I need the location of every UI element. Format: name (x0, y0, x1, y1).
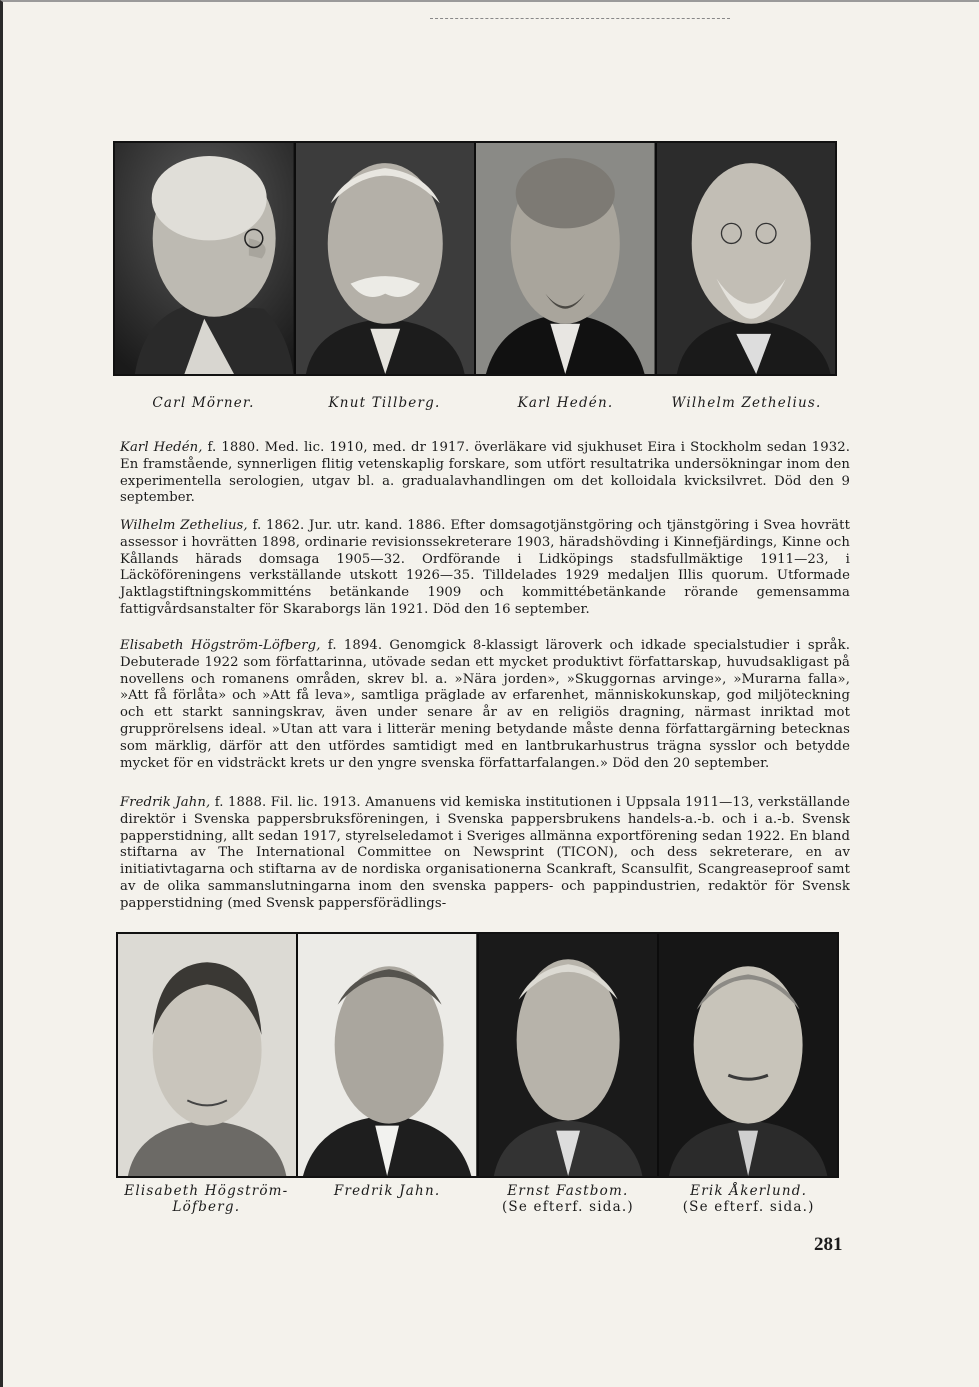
caption (658, 1183, 839, 1215)
caption: Knut Tillberg. (328, 395, 441, 411)
caption-sub: (Se efterf. sida.) (501, 1199, 634, 1215)
caption (478, 1183, 659, 1215)
portrait-fredrik-jahn (298, 934, 478, 1176)
bio-paragraph (120, 638, 850, 772)
page-number: 281 (814, 1234, 843, 1255)
bio-name: Wilhelm Zethelius, (120, 518, 248, 533)
caption: Carl Mörner. (152, 395, 255, 411)
portrait-wilhelm-zethelius (657, 143, 836, 374)
caption (297, 1183, 478, 1215)
portrait-elisabeth-hogstrom-lofberg (118, 934, 298, 1176)
caption: Karl Hedén. (517, 395, 614, 411)
bottom-portrait-strip (116, 932, 839, 1178)
bio-paragraph (120, 518, 850, 619)
portrait-karl-heden (476, 143, 657, 374)
bio-text: f. 1880. Med. lic. 1910, med. dr 1917. överläkare vid sjukhuset Eira i Stockholm sedan 1932. En framstående, synnerligen flitig vetenskaplig forskare, som utfört resultatrika undersökningar inom den experimentella serologien, utgav bl. a. gradualavhandlingen om det kolloidala kvicksilvret. Död den 9 september. (120, 440, 850, 506)
caption-name: Fredrik Jahn. (333, 1183, 441, 1199)
bio-name: Elisabeth Högström-Löfberg, (120, 638, 321, 653)
caption (116, 1183, 297, 1215)
bio-paragraph (120, 795, 850, 913)
caption-name: Erik Åkerlund. (690, 1183, 808, 1199)
bio-text: f. 1888. Fil. lic. 1913. Amanuens vid kemiska institutionen i Uppsala 1911—13, verkställande direktör i Svenska pappersbruksföreningen, i Svenska pappersbrukens handels-a.-b. och i a.-b. Svensk papperstidning, allt sedan 1917, styrelseledamot i Sveriges allmänna exportförening sedan 1922. En bland stiftarna av The International Committee on Newsprint (TICON), och dess sekreterare, en av initiativtagarna och stiftarna av de nordiska organisationerna Scankraft, Scansulfit, Scangreaseproof samt av de olika sammanslutningarna inom den svenska pappers- och pappindustrien, redaktör för Svensk papperstidning (med Svensk pappersförädlings- (120, 795, 850, 911)
bio-text: f. 1894. Genomgick 8-klassigt läroverk och idkade specialstudier i språk. Debuterade 1922 som författarinna, utövade sedan ett mycket produktivt författarskap, huvudsakligast på novellens och romanens områden, skrev bl. a. »Nära jorden», »Skuggornas arvinge», »Murarna falla», »Att få förlåta» och »Att få leva», samtliga präglade av erfarenhet, människokunskap, god miljöteckning och ett starkt sanningskrav, även under senare år av en religiös dragning, närmast inriktad mot grupprörelsens ideal. »Utan att vara i litterär mening betydande måste denna författargärning betecknas som märklig, därför att den utfördes samtidigt med en lantbrukarhustrus trägna sysslor och betydde mycket för en vidsträckt krets ur den yngre svenska författarfalangen.» Död den 20 september. (120, 638, 850, 771)
bottom-caption-row (116, 1183, 839, 1215)
portrait-knut-tillberg (296, 143, 477, 374)
caption-sub: (Se efterf. sida.) (682, 1199, 815, 1215)
top-caption-row (113, 395, 837, 411)
portrait-ernst-fastbom (479, 934, 659, 1176)
caption: Wilhelm Zethelius. (671, 395, 822, 411)
portrait-carl-morner (115, 143, 296, 374)
top-portrait-strip (113, 141, 837, 376)
bio-text: f. 1862. Jur. utr. kand. 1886. Efter domsagotjänstgöring och tjänstgöring i Svea hovrätt assessor i hovrätten 1898, ordinarie revisionssekreterare 1903, häradshövding i Kinnefjärdings, Kinne och Kållands härads domsaga 1905—32. Ordförande i Lidköpings stadsfullmäktige 1911—23, i Läcköföreningens verkställande utskott 1926—35. Tilldelades 1929 medaljen Illis quorum. Utformade Jaktlagstiftningskommitténs betänkande 1909 och kommittébetänkande rörande gemensamma fattigvårdsanstalter för Skaraborgs län 1921. Död den 16 september. (120, 518, 850, 617)
bio-name: Fredrik Jahn, (120, 795, 211, 810)
bio-paragraph (120, 440, 850, 507)
caption-name: Ernst Fastbom. (507, 1183, 629, 1199)
caption-sub: Löfberg. (172, 1199, 241, 1215)
portrait-erik-akerlund (659, 934, 837, 1176)
bio-name: Karl Hedén, (120, 440, 203, 455)
caption-name: Elisabeth Högström- (124, 1183, 289, 1199)
top-rule (430, 18, 730, 19)
